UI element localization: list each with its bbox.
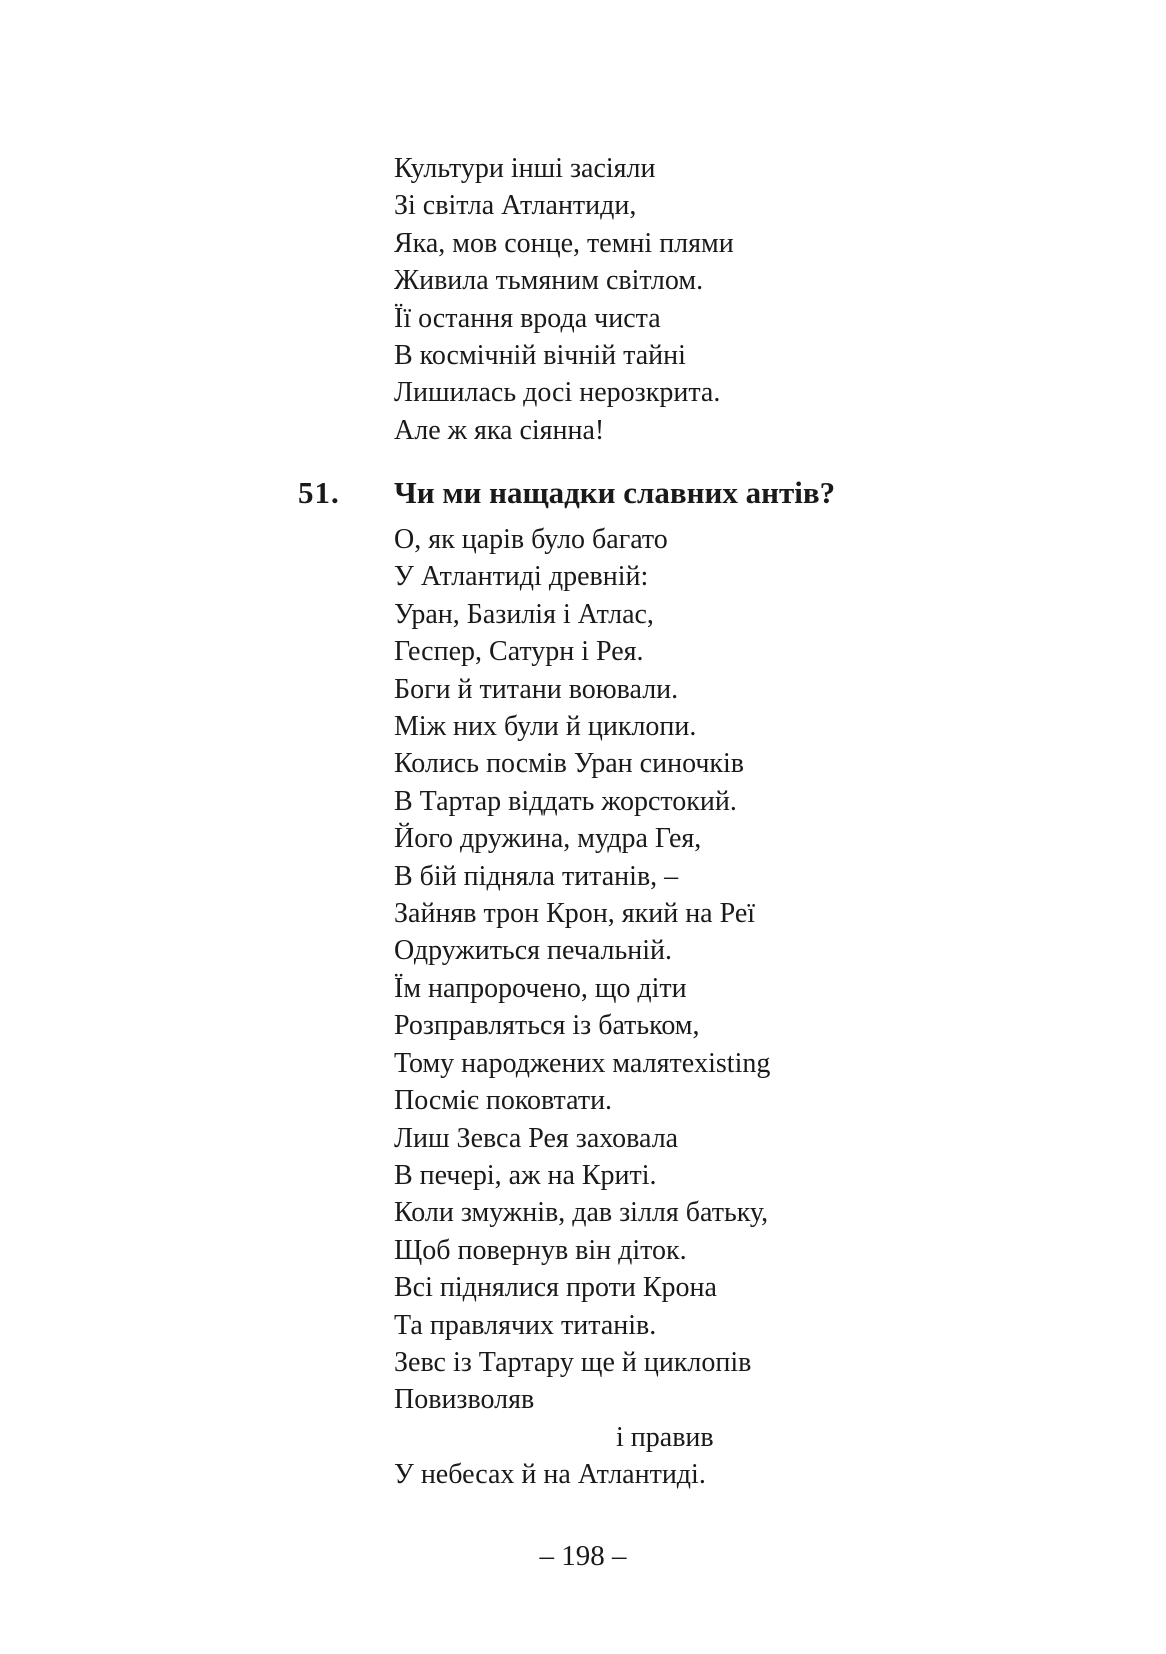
verse-line: Колись посмів Уран синочків <box>394 748 745 780</box>
page-number: – 198 – <box>539 1540 627 1572</box>
verse-line: В бій підняла титанів, – <box>394 860 679 892</box>
verse-line: Повизволяв <box>394 1384 535 1416</box>
verse-line: Його дружина, мудра Гея, <box>394 823 702 855</box>
verse-line: Зі світла Атлантиди, <box>394 190 637 222</box>
poem-title: Чи ми нащадки славних антів? <box>394 475 836 510</box>
verse-line: У Атлантиді древній: <box>394 561 649 593</box>
poem-number: 51. <box>298 475 340 510</box>
verse-line: Коли змужнів, дав зілля батьку, <box>394 1197 769 1229</box>
verse-line: О, як царів було багато <box>394 524 668 555</box>
verse-line: У небесах й на Атлантиді. <box>394 1459 706 1491</box>
verse-line: Але ж яка сіянна! <box>394 414 605 446</box>
verse-line: Та правлячих титанів. <box>394 1309 657 1341</box>
verse-line: Її остання врода чиста <box>394 302 661 334</box>
poem-heading <box>298 474 835 512</box>
verse-line: Розправляться із батьком, <box>394 1010 700 1042</box>
verse-line: Живила тьмяним світлом. <box>394 265 704 297</box>
verse-line: Зевс із Тартару ще й циклопів <box>394 1346 752 1378</box>
verse-line: Яка, мов сонце, темні плями <box>394 227 734 259</box>
verse-line: Лиш Зевса Рея заховала <box>394 1122 679 1154</box>
verse-line: Геспер, Сатурн і Рея. <box>394 636 644 668</box>
verse-line: Боги й титани воювали. <box>394 673 679 705</box>
verse-line: Культури інші засіяли <box>394 153 656 184</box>
verse-line: Щоб повернув він діток. <box>394 1234 687 1266</box>
verse-line: Зайняв трон Крон, який на Реї <box>394 898 756 930</box>
verse-line: Всі піднялися проти Крона <box>394 1272 717 1304</box>
verse-line: Лишилась досі нерозкрита. <box>394 377 721 409</box>
verse-line: Уран, Базилія і Атлас, <box>394 598 654 630</box>
stanza-continued <box>394 150 734 449</box>
poem-body <box>394 521 770 1494</box>
verse-line: Одружиться печальній. <box>394 935 672 967</box>
verse-line: Між них були й циклопи. <box>394 711 697 743</box>
verse-line: Їм напророчено, що діти <box>394 972 687 1004</box>
verse-line: В Тартар віддать жорстокий. <box>394 785 737 817</box>
verse-line: Посміє поковтати. <box>394 1085 613 1117</box>
verse-line: В печері, аж на Криті. <box>394 1159 657 1191</box>
verse-line-indented: і правив <box>616 1421 714 1453</box>
verse-line: В космічній вічній тайні <box>394 340 686 372</box>
verse-line: Тому народжених малятexisting <box>394 1047 771 1079</box>
